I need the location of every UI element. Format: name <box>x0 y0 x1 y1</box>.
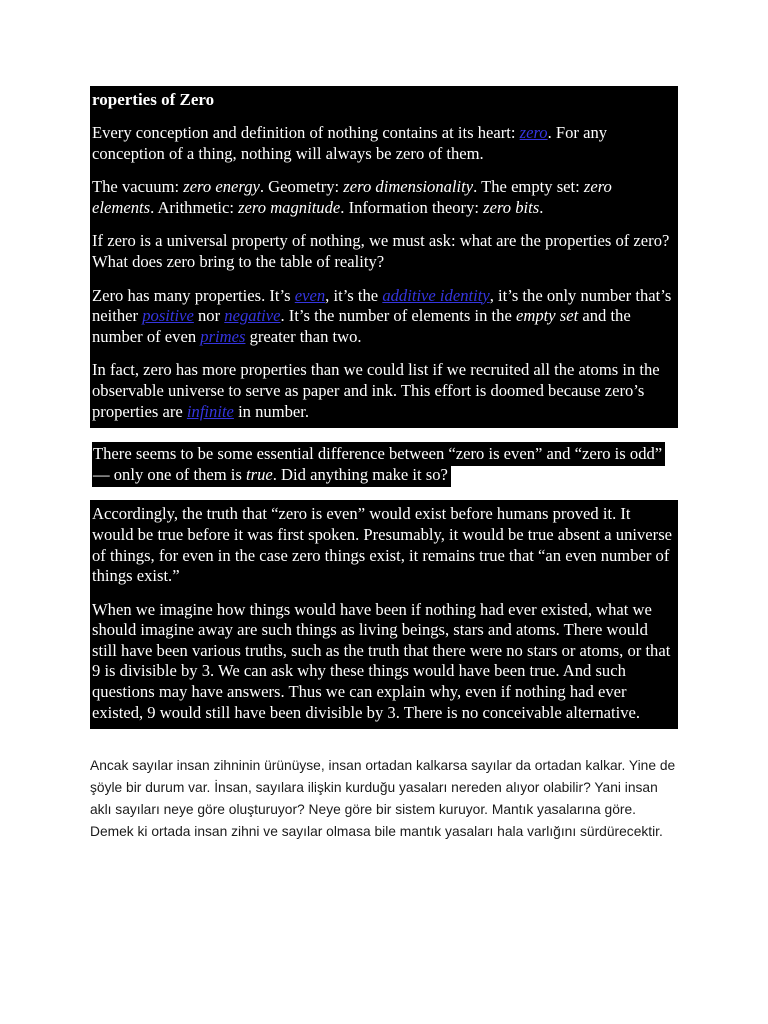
highlighted-text <box>92 442 665 487</box>
paragraph <box>92 360 673 422</box>
argument-section <box>90 500 678 729</box>
intro-section <box>90 86 678 428</box>
text-run: , it’s the <box>325 285 383 305</box>
footer-paragraph: Ancak sayılar insan zihninin ürünüyse, insan ortadan kalkarsa sayılar da ortadan kalkar. Yine de şöyle bir durum var. İnsan, sayılara ilişkin kurduğu yasaları nereden alıyor olabilir? Yani insan aklı sayıları neye göre oluşturuyor? Neye göre bir sistem kuruyor. Mantık yasalarına göre. Demek ki ortada insan zihni ve sayılar olmasa bile mantık yasaları hala varlığını sürdürecektir. <box>90 758 676 839</box>
text-run: and the number of even <box>92 306 631 346</box>
text-run: There seems to be some essential difference between “zero is even” and “zero is odd” — only one of them is <box>93 444 663 484</box>
text-run: , it’s the only number that’s neither <box>92 285 672 326</box>
question-paragraphs <box>92 444 678 485</box>
text-run: . The empty set: <box>473 177 584 197</box>
paragraph <box>92 231 673 272</box>
argument-paragraphs <box>92 504 673 723</box>
italic-text: empty set <box>515 306 579 326</box>
italic-text: zero dimensionality <box>343 177 474 197</box>
text-run: nor <box>193 306 225 326</box>
paragraph <box>92 600 673 724</box>
document-title: roperties of Zero <box>92 90 215 109</box>
inline-link[interactable]: zero <box>519 123 548 142</box>
text-run: . For any conception of a thing, nothing will always be zero of them. <box>92 123 608 163</box>
inline-link[interactable]: primes <box>200 326 246 346</box>
text-run: Zero has many properties. It’s <box>92 285 295 305</box>
text-run: . It’s the number of elements in the <box>280 306 516 326</box>
inline-link[interactable]: positive <box>142 306 194 326</box>
paragraph <box>92 444 678 485</box>
italic-text: true <box>246 464 273 484</box>
text-run: . Geometry: <box>259 177 344 197</box>
text-run: . Arithmetic: <box>150 197 239 217</box>
text-run: . <box>539 197 544 217</box>
italic-text: zero energy <box>183 177 260 197</box>
text-run: . Did anything make it so? <box>272 464 448 484</box>
text-run: Every conception and definition of nothing contains at its heart: <box>92 123 520 142</box>
italic-text: zero magnitude <box>238 197 341 217</box>
inline-link[interactable]: infinite <box>186 401 234 421</box>
document-content <box>90 86 678 842</box>
text-run: . Information theory: <box>340 197 484 217</box>
text-run: greater than two. <box>245 326 362 346</box>
paragraph <box>92 177 673 218</box>
question-section <box>90 444 678 485</box>
inline-link[interactable]: negative <box>224 306 281 326</box>
text-run: If zero is a universal property of nothing, we must ask: what are the properties of zero? What does zero bring to the table of reality? <box>92 231 670 271</box>
inline-link[interactable]: additive identity <box>382 285 490 305</box>
paragraph <box>92 123 673 164</box>
italic-text: zero bits <box>483 197 540 217</box>
text-run: Accordingly, the truth that “zero is even” would exist before humans proved it. It would be true before it was first spoken. Presumably, it would be true absent a universe of things, for even in the case zero things exist, it remains true that “an even number of things exist.” <box>92 504 673 586</box>
text-run: The vacuum: <box>92 177 184 197</box>
paragraph <box>92 286 673 348</box>
text-run: In fact, zero has more properties than we could list if we recruited all the atoms in the observable universe to serve as paper and ink. This effort is doomed because zero’s properties are <box>92 360 660 421</box>
inline-link[interactable]: even <box>294 285 326 305</box>
text-run: When we imagine how things would have been if nothing had ever existed, what we should imagine away are such things as living beings, stars and atoms. There would still have been various truths, such as the truth that there were no stars or atoms, or that 9 is divisible by 3. We can ask why these things would have been true. And such questions may have answers. Thus we can explain why, even if nothing had ever existed, 9 would still have been divisible by 3. There is no conceivable alternative. <box>92 599 671 722</box>
intro-paragraphs <box>92 123 673 422</box>
paragraph <box>92 504 673 586</box>
italic-text: zero elements <box>92 177 612 217</box>
text-run: in number. <box>233 401 310 421</box>
